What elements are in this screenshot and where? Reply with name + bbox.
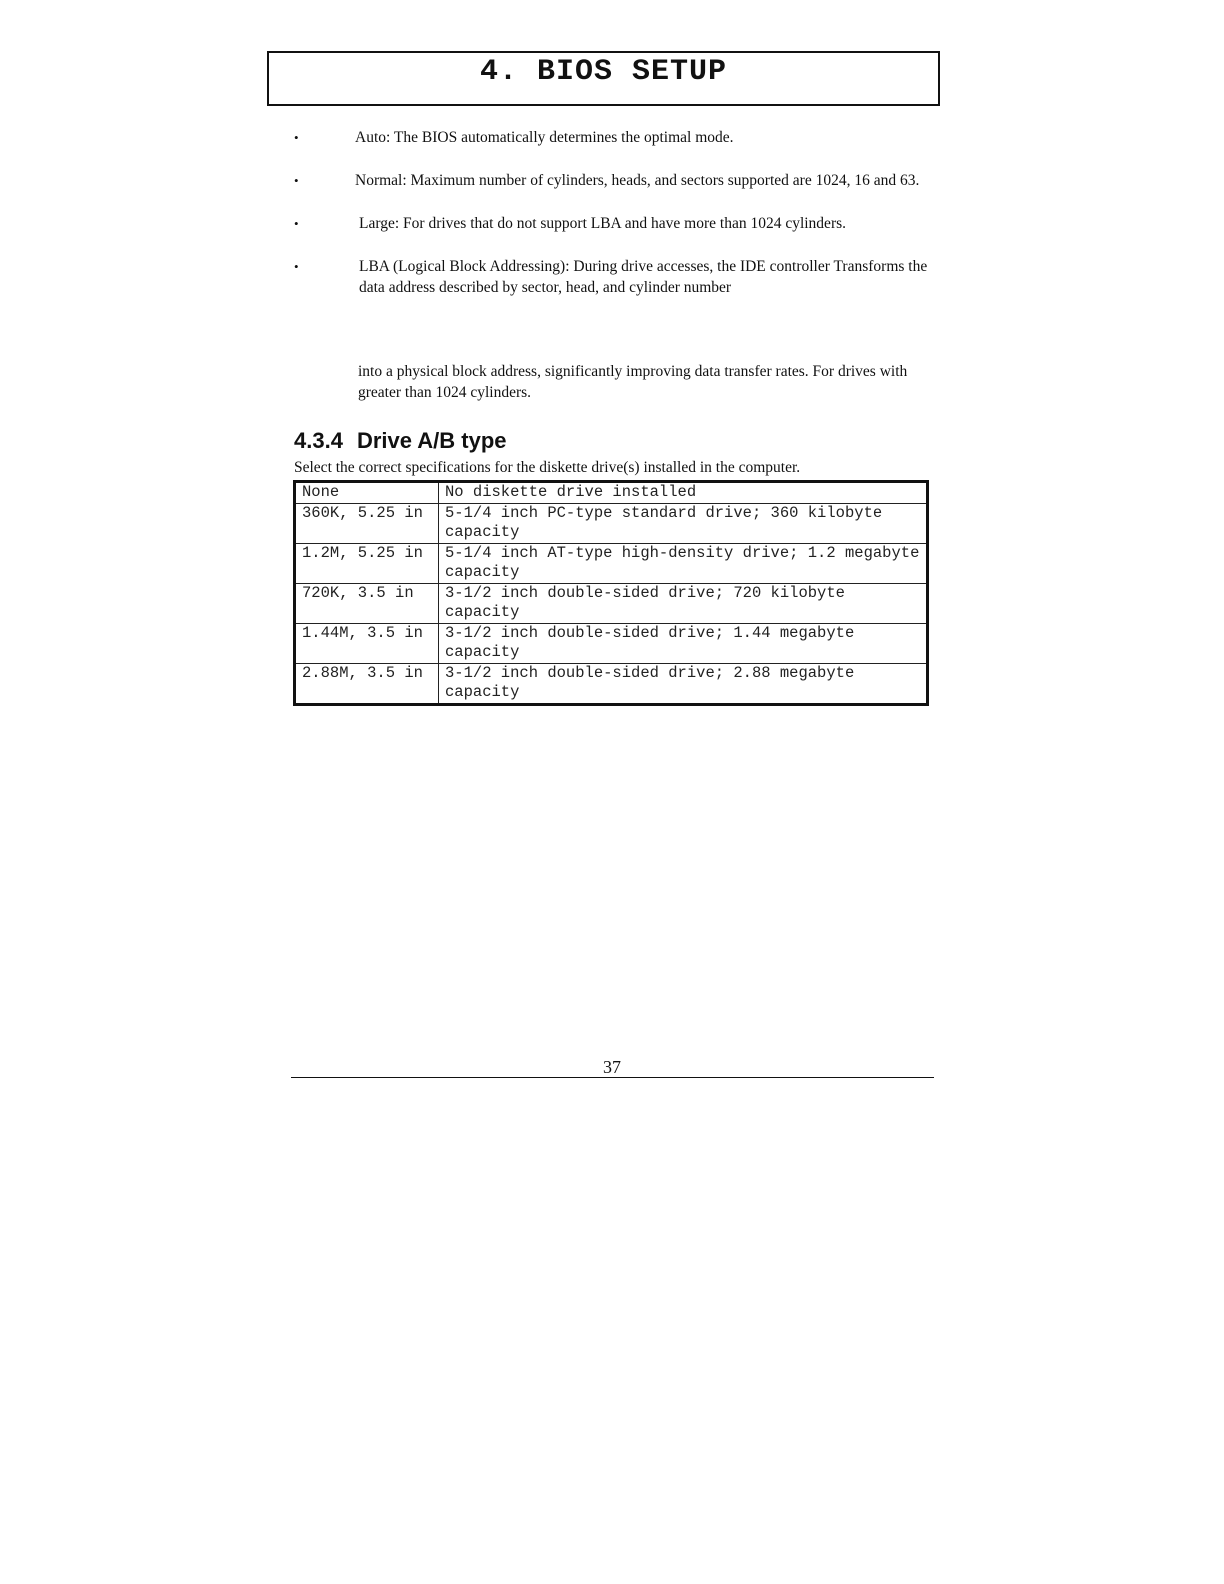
drive-type-cell: 2.88M, 3.5 in: [295, 663, 439, 704]
section-intro: Select the correct specifications for the diskette drive(s) installed in the computer.: [294, 459, 801, 476]
table-row: [295, 663, 928, 704]
bullet-item-lba: [290, 256, 940, 298]
bullet-text: LBA (Logical Block Addressing): During drive accesses, the IDE controller Transforms the data address described by sector, head, and cylinder number: [359, 258, 928, 296]
drive-type-cell: 360K, 5.25 in: [295, 503, 439, 543]
drive-description-cell: 3-1/2 inch double-sided drive; 1.44 megabyte capacity: [439, 623, 928, 663]
bullet-text: Auto: The BIOS automatically determines the optimal mode.: [355, 129, 734, 146]
bullet-item-auto: [290, 127, 940, 148]
chapter-header-box: [267, 51, 940, 106]
bullet-list: [290, 127, 940, 298]
drive-description-cell: 5-1/4 inch PC-type standard drive; 360 kilobyte capacity: [439, 503, 928, 543]
bullet-icon: •: [294, 216, 299, 231]
bullet-icon: •: [294, 259, 299, 274]
section-title: Drive A/B type: [356, 428, 507, 453]
section-number: 4.3.4: [294, 428, 343, 453]
bullet-item-large: [290, 213, 940, 234]
drive-type-table: [293, 480, 929, 706]
bullet-text: Large: For drives that do not support LBA and have more than 1024 cylinders.: [359, 215, 847, 232]
table-row: [295, 482, 928, 504]
bullet-icon: •: [294, 130, 299, 145]
drive-description-cell: No diskette drive installed: [439, 482, 928, 504]
chapter-title: 4. BIOS SETUP: [479, 55, 728, 89]
drive-type-cell: 720K, 3.5 in: [295, 583, 439, 623]
bullet-text: Normal: Maximum number of cylinders, heads, and sectors supported are 1024, 16 and 63.: [355, 172, 920, 189]
table-row: [295, 543, 928, 583]
drive-description-cell: 3-1/2 inch double-sided drive; 720 kilobyte capacity: [439, 583, 928, 623]
bullet-icon: •: [294, 173, 299, 188]
table-row: [295, 503, 928, 543]
drive-type-cell: 1.2M, 5.25 in: [295, 543, 439, 583]
drive-type-cell: 1.44M, 3.5 in: [295, 623, 439, 663]
footer-divider: [291, 1077, 934, 1078]
bullet-item-normal: [290, 170, 940, 191]
drive-type-cell: None: [295, 482, 439, 504]
section-heading: [294, 428, 507, 454]
table-row: [295, 583, 928, 623]
page-number: 37: [603, 1057, 621, 1077]
lba-continuation-text: into a physical block address, significantly improving data transfer rates. For drives with greater than 1024 cylinders.: [358, 363, 908, 401]
drive-description-cell: 3-1/2 inch double-sided drive; 2.88 megabyte capacity: [439, 663, 928, 704]
drive-description-cell: 5-1/4 inch AT-type high-density drive; 1.2 megabyte capacity: [439, 543, 928, 583]
table-row: [295, 623, 928, 663]
